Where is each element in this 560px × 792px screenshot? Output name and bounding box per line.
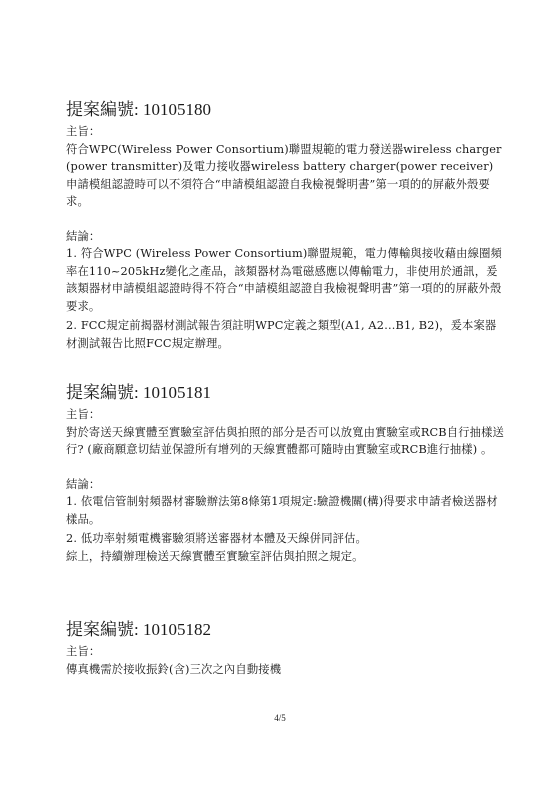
conclusion-label: 結論：	[66, 477, 101, 491]
subject-label: 主旨：	[66, 125, 101, 138]
proposal-heading: 提案編號: 10105181	[66, 383, 211, 402]
proposal-heading: 提案編號: 10105180	[66, 100, 211, 119]
proposal-10105181	[66, 382, 506, 565]
conclusion-item-1: 1. 符合WPC (Wireless Power Consortium)聯盟規範，電力傳輸與接收藉由線圈頻率在110~205kHz變化之產品，該類器材為電磁感應以傳輸電力，非使用於通訊，爰該類器材申請模組認證時得不符合“申請模組認證自我檢視聲明書”第一項的的屏蔽外殼要求。	[66, 247, 502, 313]
proposal-10105180	[66, 99, 506, 352]
subject-text: 符合WPC(Wireless Power Consortium)聯盟規範的電力發送器wireless charger (power transmitter)及電力接收器wireless battery charger(power receiver) 申請模組認證時可以不須符合“申請模組認證自我檢視聲明書”第一項的的屏蔽外殼要求。	[66, 142, 502, 208]
proposal-10105182	[66, 619, 506, 678]
subject-text: 傳真機需於接收振鈴(含)三次之內自動接機	[66, 662, 282, 676]
conclusion-item-2: 2. FCC規定前揭器材測試報告須註明WPC定義之類型(A1, A2…B1, B2)，爰本案器材測試報告比照FCC規定辦理。	[66, 319, 497, 350]
page-number: 4/5	[274, 713, 286, 723]
subject-text: 對於寄送天線實體至實驗室評估與拍照的部分是否可以放寬由實驗室或RCB自行抽樣送行? (廠商願意切結並保證所有增列的天線實體都可隨時由實驗室或RCB進行抽樣) 。	[66, 425, 504, 456]
subject-label: 主旨：	[66, 408, 101, 421]
conclusion-label: 結論：	[66, 229, 101, 243]
subject-label: 主旨：	[66, 645, 101, 658]
conclusion-summary: 綜上，持續辦理檢送天線實體至實驗室評估與拍照之規定。	[66, 549, 364, 563]
conclusion-item-2: 2. 低功率射頻電機審驗須將送審器材本體及天線併同評估。	[66, 532, 367, 545]
proposal-heading: 提案編號: 10105182	[66, 620, 211, 639]
conclusion-item-1: 1. 依電信管制射頻器材審驗辦法第8條第1項規定:驗證機關(構)得要求申請者檢送器材樣品。	[66, 495, 498, 526]
